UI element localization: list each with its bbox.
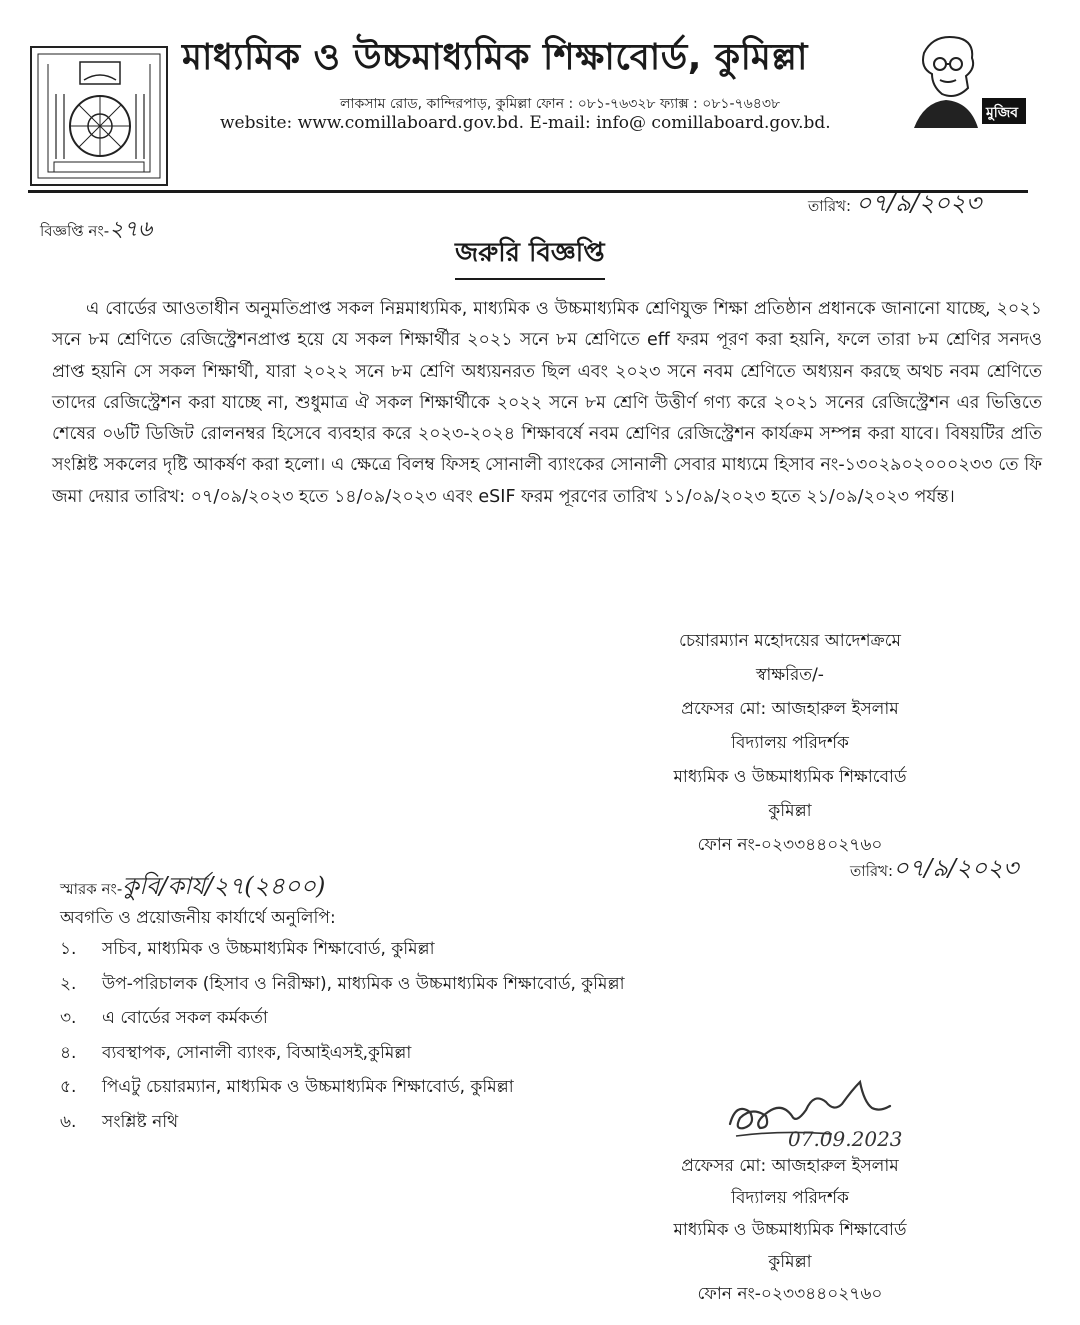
mujib-portrait-emblem — [904, 28, 1034, 136]
board-website-email: website: www.comillaboard.gov.bd. E-mail: info@ comillaboard.gov.bd. — [220, 113, 831, 133]
memo-date-value: ০৭/৯/২০২৩ — [893, 854, 1019, 882]
signatory-designation: বিদ্যালয় পরিদর্শক — [731, 733, 849, 753]
notice-date — [808, 185, 981, 225]
list-item: ৫. পিএটু চেয়ারম্যান, মাধ্যমিক ও উচ্চমাধ্যমিক শিক্ষাবোর্ড, কুমিল্লা — [60, 1077, 514, 1098]
board-name-title: মাধ্যমিক ও উচ্চমাধ্যমিক শিক্ষাবোর্ড, কুমিল্লা — [182, 37, 808, 78]
signatory-name: প্রফেসর মো: আজহারুল ইসলাম — [681, 699, 899, 719]
memo-date-label: তারিখ: — [850, 862, 894, 880]
notice-date-value: ০৭/৯/২০২৩ — [855, 189, 982, 217]
signatory-name: প্রফেসর মো: আজহারুল ইসলাম — [681, 1156, 899, 1176]
signature-date: 07.09.2023 — [788, 1127, 903, 1151]
notice-number-value: ২৭৬ — [109, 217, 153, 242]
list-item: ৬. সংশ্লিষ্ট নথি — [60, 1111, 179, 1132]
memo-ref-label: স্মারক নং- — [60, 880, 123, 898]
notice-heading: জরুরি বিজ্ঞপ্তি — [455, 232, 605, 280]
signatory-city: কুমিল্লা — [768, 801, 812, 821]
list-item: ২. উপ-পরিচালক (হিসাব ও নিরীক্ষা), মাধ্যমিক ও উচ্চমাধ্যমিক শিক্ষাবোর্ড, কুমিল্লা — [60, 973, 625, 994]
board-seal-logo — [28, 44, 170, 188]
signatory-order-line: চেয়ারম্যান মহোদয়ের আদেশক্রমে — [678, 631, 901, 651]
signatory-city: কুমিল্লা — [768, 1252, 812, 1272]
portrait-caption: মুজিব — [986, 105, 1019, 121]
handwritten-signature — [722, 1072, 982, 1152]
signatory-board: মাধ্যমিক ও উচ্চমাধ্যমিক শিক্ষাবোর্ড — [673, 1220, 907, 1240]
list-item: ৪. ব্যবস্থাপক, সোনালী ব্যাংক, বিআইএসই,কুমিল্লা — [60, 1042, 412, 1063]
signatory-signed-text: স্বাক্ষরিত/- — [756, 665, 824, 685]
memo-reference — [60, 868, 325, 908]
list-item: ১. সচিব, মাধ্যমিক ও উচ্চমাধ্যমিক শিক্ষাবোর্ড, কুমিল্লা — [60, 939, 435, 959]
notice-number-label: বিজ্ঞপ্তি নং- — [40, 222, 110, 240]
copy-list-intro: অবগতি ও প্রয়োজনীয় কার্যার্থে অনুলিপি: — [60, 908, 336, 928]
list-item: ৩. এ বোর্ডের সকল কর্মকর্তা — [60, 1008, 268, 1029]
notice-date-label: তারিখ: — [808, 197, 852, 215]
signatory-board: মাধ্যমিক ও উচ্চমাধ্যমিক শিক্ষাবোর্ড — [673, 767, 907, 787]
memo-date — [850, 850, 1018, 890]
signatory-block-bottom — [560, 1150, 1020, 1310]
notice-body-paragraph: এ বোর্ডের আওতাধীন অনুমতিপ্রাপ্ত সকল নিম্নমাধ্যমিক, মাধ্যমিক ও উচ্চমাধ্যমিক শ্রেণিযুক্ত শিক্ষা প্রতিষ্ঠান প্রধানকে জানানো যাচ্ছে, ২০২১ সনে ৮ম শ্রেণিতে রেজিস্ট্রেশনপ্রাপ্ত হয়ে যে সকল শিক্ষার্থীর ২০২১ সনে ৮ম শ্রেণিতে eff ফরম পূরণ করা হয়নি, ফলে তারা ৮ম শ্রেণির সনদও প্রাপ্ত হয়নি সে সকল শিক্ষার্থী, যারা ২০২২ সনে ৮ম শ্রেণি অধ্যয়নরত ছিল এবং ২০২৩ সনে নবম শ্রেণিতে অধ্যয়ন করছে অথচ নবম শ্রেণিতে তাদের রেজিস্ট্রেশন করা যাচ্ছে না, শুধুমাত্র ঐ সকল শিক্ষার্থীকে ২০২২ সনে ৮ম শ্রেণি উত্তীর্ণ গণ্য করে ২০২১ সনের রেজিস্ট্রেশন এর ভিত্তিতে শেষের ০৬টি ডিজিট রোলনম্বর হিসেবে ব্যবহার করে ২০২৩-২০২৪ শিক্ষাবর্ষে নবম শ্রেণির রেজিস্ট্রেশন কার্যক্রম সম্পন্ন করা যাবে। বিষয়টির প্রতি সংশ্লিষ্ট সকলের দৃষ্টি আকর্ষণ করা হলো। এ ক্ষেত্রে বিলম্ব ফিসহ সোনালী ব্যাংকের সোনালী সেবার মাধ্যমে হিসাব নং-১৩০২৯০২০০০২৩৩ তে ফি জমা দেয়ার তারিখ: ০৭/০৯/২০২৩ হতে ১৪/০৯/২০২৩ এবং eSIF ফরম পূরণের তারিখ ১১/০৯/২০২৩ হতে ২১/০৯/২০২৩ পর্যন্ত। — [52, 299, 1042, 507]
signatory-phone: ফোন নং-০২৩৩৪৪০২৭৬০ — [697, 1284, 883, 1304]
signatory-phone: ফোন নং-০২৩৩৪৪০২৭৬০ — [697, 835, 883, 855]
copy-recipient-list — [60, 932, 625, 1140]
signatory-block-top — [560, 624, 1020, 862]
notice-number — [40, 212, 152, 249]
signatory-designation: বিদ্যালয় পরিদর্শক — [731, 1188, 849, 1208]
memo-ref-value: কুবি/কার্য/২৭(২৪০০) — [122, 872, 326, 900]
board-address: লাকসাম রোড, কান্দিরপাড়, কুমিল্লা ফোন : ০৮১-৭৬৩২৮ ফ্যাক্স : ০৮১-৭৬৪৩৮ — [340, 96, 781, 112]
